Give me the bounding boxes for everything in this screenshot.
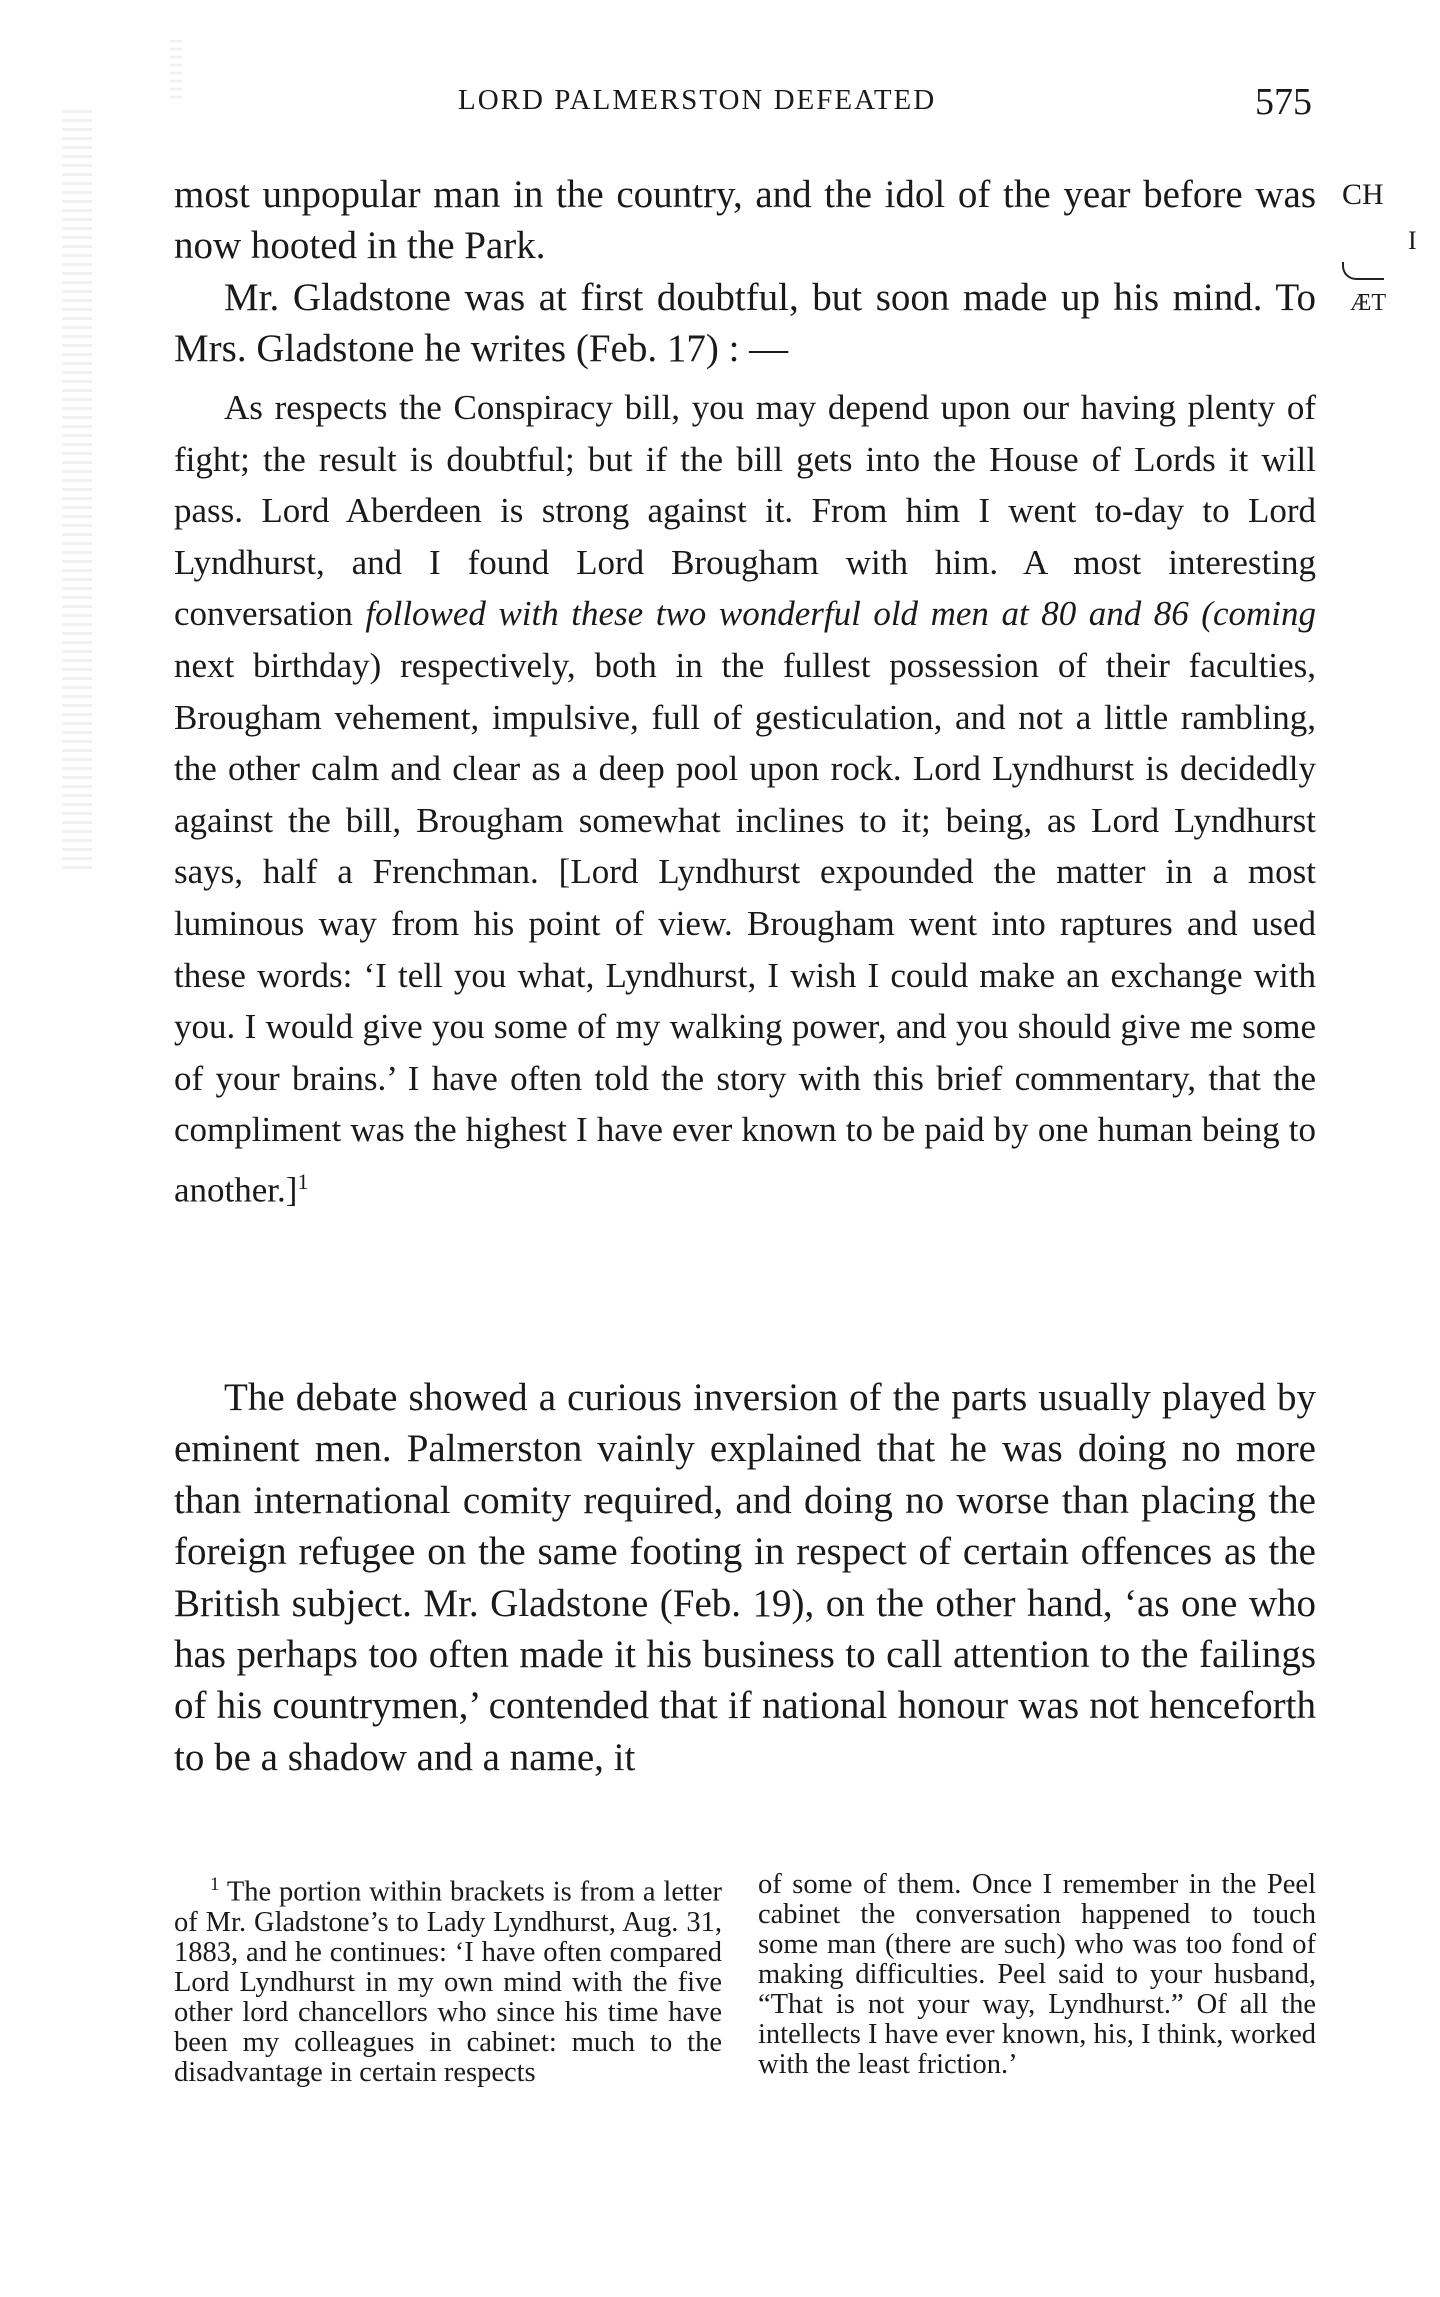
- footnote-text-right: of some of them. Once I remember in the Peel cabinet the conversation happened to touch some man (there are such) who was too fond of making difficulties. Peel said to your husband, “That is not your way, Lyndhurst.” Of all the intellects I have ever known, his, I think, worked with the least friction.’: [758, 1869, 1316, 2080]
- footnote-reference: 1: [297, 1168, 309, 1194]
- letter-text-italic: followed with these two wonderful old men at 80 and 86 (coming: [365, 594, 1317, 634]
- paragraph-gladstone-doubtful: Mr. Gladstone was at first doubtful, but soon made up his mind. To Mrs. Gladstone he writes (Feb. 17) : —: [174, 275, 1316, 371]
- binding-shadow-top: [170, 40, 182, 100]
- chapter-number: I: [1408, 226, 1417, 255]
- letter-quote: [174, 382, 1316, 1216]
- letter-text-part1: As respects the Conspiracy bill, you may depend upon our having plenty of fight; the result is doubtful; but if the bill gets into the House of Lords it will pass. Lord Aberdeen is strong against it. From him I went to-day to Lord Lyndhurst, and I found Lord Brougham with him. A most interesting conversation: [174, 388, 1316, 634]
- chapter-abbrev: CH: [1342, 178, 1384, 211]
- letter-text: [174, 382, 1316, 1216]
- binding-shadow: [62, 110, 92, 870]
- footnote-text-left: [174, 1870, 722, 2088]
- aetat-label: ÆT: [1350, 290, 1386, 316]
- footnote-left-column: [174, 1870, 722, 2088]
- running-head: LORD PALMERSTON DEFEATED: [458, 84, 937, 116]
- paragraph-continuation: most unpopular man in the country, and the idol of the year before was now hooted in the Park.: [174, 173, 1316, 268]
- margin-bracket: [1342, 262, 1384, 280]
- footnote-right-column: [758, 1870, 1316, 2080]
- letter-text-part2: next birthday) respectively, both in the fullest possession of their faculties, Brougham vehement, impulsive, full of gesticulation, and not a little rambling, the other calm and clear as a deep pool upon rock. Lord Lyndhurst is decidedly against the bill, Brougham somewhat inclines to it; being, as Lord Lyndhurst says, half a Frenchman. [Lord Lyndhurst expounded the matter in a most luminous way from his point of view. Brougham went into raptures and used these words: ‘I tell you what, Lyndhurst, I wish I could make an exchange with you. I would give you some of my walking power, and you should give me some of your brains.’ I have often told the story with this brief commentary, that the compliment was the highest I have ever known to be paid by one human being to another.]: [174, 645, 1316, 1210]
- opening-paragraphs: [174, 169, 1316, 375]
- page-number: 575: [1255, 81, 1312, 123]
- paragraph-debate: The debate showed a curious inversion of the parts usually played by eminent men. Palmerston vainly explained that he was doing no more than international comity required, and doing no worse than placing the foreign refugee on the same footing in respect of certain offences as the British subject. Mr. Gladstone (Feb. 19), on the other hand, ‘as one who has perhaps too often made it his business to call attention to the failings of his countrymen,’ contended that if national honour was not henceforth to be a shadow and a name, it: [174, 1376, 1316, 1779]
- footnote-left-text: The portion within brackets is from a letter of Mr. Gladstone’s to Lady Lyndhurst, Aug. 31, 1883, and he continues: ‘I have often compared Lord Lyndhurst in my own mind with the five other lord chancellors who since his time have been my colleagues in cabinet: much to the disadvantage in certain respects: [174, 1876, 722, 2088]
- footnote-number: 1: [210, 1874, 220, 1895]
- debate-section: [174, 1372, 1316, 1783]
